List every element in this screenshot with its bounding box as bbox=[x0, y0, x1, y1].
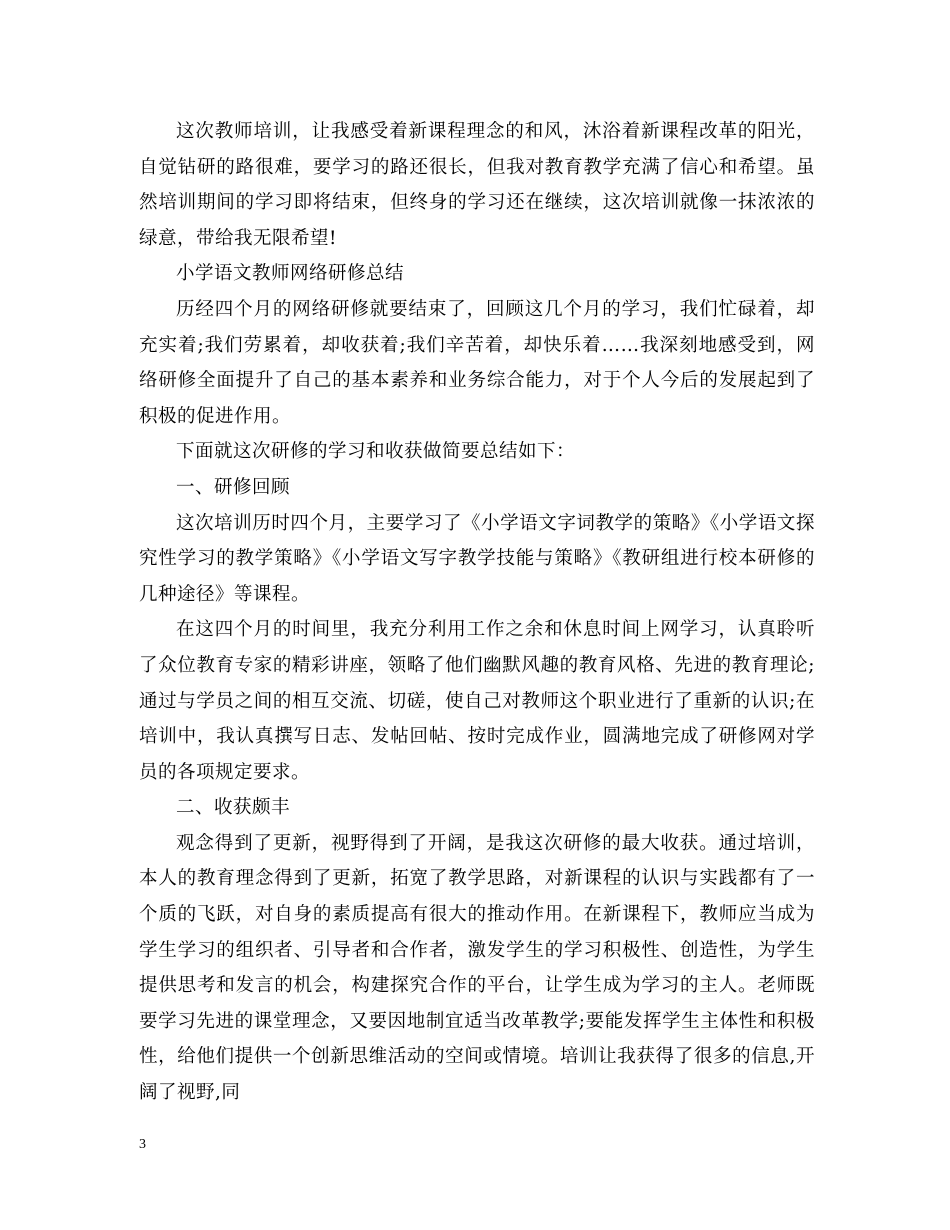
document-body bbox=[139, 114, 815, 1111]
paragraph-study-process: 在这四个月的时间里，我充分利用工作之余和休息时间上网学习，认真聆听了众位教育专家的精彩讲座，领略了他们幽默风趣的教育风格、先进的教育理论;通过与学员之间的相互交流、切磋，使自己对教师这个职业进行了重新的认识;在培训中，我认真撰写日志、发帖回帖、按时完成作业，圆满地完成了研修网对学员的各项规定要求。 bbox=[139, 619, 815, 783]
heading-review: 一、研修回顾 bbox=[176, 476, 291, 498]
summary-lead-in: 下面就这次研修的学习和收获做简要总结如下： bbox=[176, 441, 576, 463]
section-title: 小学语文教师网络研修总结 bbox=[176, 263, 405, 285]
page-number: 3 bbox=[139, 1137, 146, 1152]
heading-gains: 二、收获颇丰 bbox=[176, 797, 291, 819]
paragraph-intro: 历经四个月的网络研修就要结束了，回顾这几个月的学习，我们忙碌着，却充实着;我们劳累着，却收获着;我们辛苦着，却快乐着……我深刻地感受到，网络研修全面提升了自己的基本素养和业务综合能力，对于个人今后的发展起到了积极的促进作用。 bbox=[139, 298, 815, 427]
paragraph-closing-reflection: 这次教师培训，让我感受着新课程理念的和风，沐浴着新课程改革的阳光，自觉钻研的路很难，要学习的路还很长，但我对教育教学充满了信心和希望。虽然培训期间的学习即将结束，但终身的学习还在继续，这次培训就像一抹浓浓的绿意，带给我无限希望! bbox=[139, 121, 815, 249]
paragraph-courses: 这次培训历时四个月，主要学习了《小学语文字词教学的策略》《小学语文探究性学习的教学策略》《小学语文写字教学技能与策略》《教研组进行校本研修的几种途径》等课程。 bbox=[139, 512, 815, 605]
paragraph-gains: 观念得到了更新，视野得到了开阔，是我这次研修的最大收获。通过培训，本人的教育理念得到了更新，拓宽了教学思路，对新课程的认识与实践都有了一个质的飞跃，对自身的素质提高有很大的推动作用。在新课程下，教师应当成为学生学习的组织者、引导者和合作者，激发学生的学习积极性、创造性，为学生提供思考和发言的机会，构建探究合作的平台，让学生成为学习的主人。老师既要学习先进的课堂理念，又要因地制宜适当改革教学;要能发挥学生主体性和积极性，给他们提供一个创新思维活动的空间或情境。培训让我获得了很多的信息,开阔了视野,同 bbox=[139, 832, 815, 1104]
